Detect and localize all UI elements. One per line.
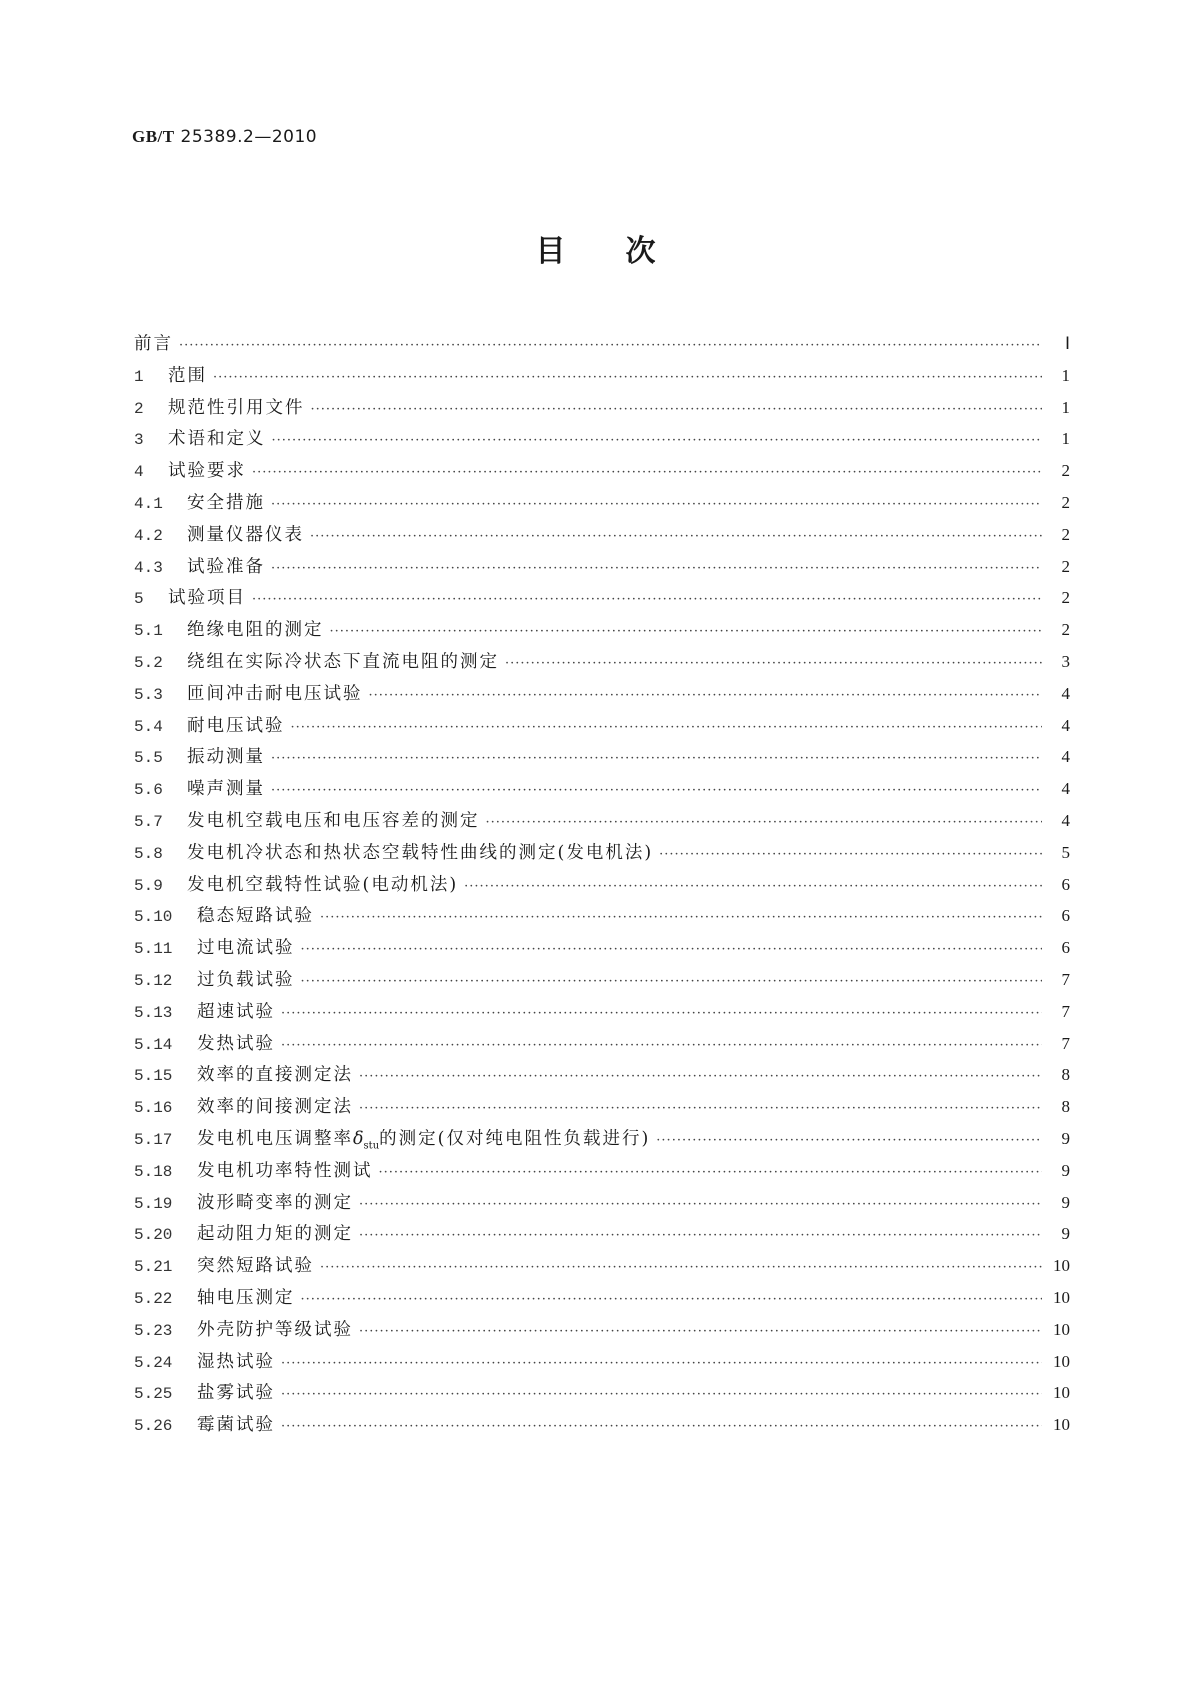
toc-entry-number: 5.25 — [134, 1385, 173, 1404]
dot-leader — [281, 1411, 1042, 1443]
toc-entry-page: 2 — [1061, 620, 1070, 640]
dot-leader — [179, 330, 1042, 362]
toc-entry[interactable] — [134, 519, 1070, 551]
toc-entry-page: 2 — [1061, 556, 1070, 576]
toc-entry-number: 5.17 — [134, 1130, 173, 1149]
toc-entry-number: 1 — [134, 367, 144, 386]
dot-leader — [281, 1030, 1042, 1062]
dot-leader — [656, 1125, 1042, 1157]
toc-entry[interactable] — [134, 964, 1070, 996]
toc-entry-number: 4.1 — [134, 494, 163, 513]
dot-leader — [320, 902, 1042, 934]
toc-entry-title: 试验项目 — [168, 588, 246, 609]
toc-entry-page: 1 — [1061, 397, 1070, 417]
toc-entry[interactable] — [134, 392, 1070, 424]
toc-entry-number: 5.10 — [134, 908, 173, 927]
toc-entry-title: 波形畸变率的测定 — [197, 1192, 353, 1213]
toc-entry-title: 发电机冷状态和热状态空载特性曲线的测定(发电机法) — [187, 842, 654, 863]
dot-leader — [486, 807, 1043, 839]
toc-entry-number: 5.7 — [134, 812, 163, 831]
dot-leader — [272, 425, 1043, 457]
toc-entry-number: 5.13 — [134, 1003, 173, 1022]
dot-leader — [359, 1316, 1042, 1348]
dot-leader — [281, 1379, 1042, 1411]
toc-entry-title: 霉菌试验 — [197, 1415, 275, 1436]
toc-entry-title: 振动测量 — [187, 747, 265, 768]
toc-entry-title: 绕组在实际冷状态下直流电阻的测定 — [187, 651, 499, 672]
dot-leader — [330, 616, 1043, 648]
toc-entry[interactable] — [134, 1123, 1070, 1155]
dot-leader — [252, 457, 1042, 489]
toc-entry[interactable] — [134, 741, 1070, 773]
standard-prefix: GB/T — [132, 127, 175, 146]
toc-entry-title: 超速试验 — [197, 1001, 275, 1022]
toc-entry-number: 5.19 — [134, 1194, 173, 1213]
toc-entry-title: 过电流试验 — [197, 938, 295, 959]
toc-entry-page: 10 — [1053, 1319, 1070, 1339]
toc-entry[interactable] — [134, 1218, 1070, 1250]
dot-leader — [301, 934, 1043, 966]
toc-entry-number: 5.12 — [134, 971, 173, 990]
toc-entry-number: 5.21 — [134, 1258, 173, 1277]
dot-leader — [301, 966, 1043, 998]
dot-leader — [464, 871, 1042, 903]
toc-entry[interactable] — [134, 1250, 1070, 1282]
toc-entry[interactable] — [134, 487, 1070, 519]
toc-entry-page: 1 — [1061, 429, 1070, 449]
toc-entry-title-part: 的测定(仅对纯电阻性负载进行) — [379, 1128, 651, 1149]
toc-entry-page: 2 — [1061, 588, 1070, 608]
toc-entry-page: 4 — [1061, 810, 1070, 830]
toc-entry-page: 6 — [1061, 938, 1070, 958]
toc-entry-page: 10 — [1053, 1351, 1070, 1371]
toc-entry-title: 过负载试验 — [197, 969, 295, 990]
dot-leader — [369, 680, 1043, 712]
toc-entry[interactable] — [134, 900, 1070, 932]
toc-entry[interactable] — [134, 423, 1070, 455]
toc-entry-page: 1 — [1061, 365, 1070, 385]
toc-entry-title: 范围 — [168, 365, 207, 386]
toc-entry-title: 规范性引用文件 — [168, 397, 305, 418]
toc-entry-number: 5 — [134, 590, 144, 609]
toc-entry-page: 4 — [1061, 747, 1070, 767]
toc-entry-number: 5.15 — [134, 1067, 173, 1086]
toc-entry-page: 6 — [1061, 874, 1070, 894]
toc-entry-title: 效率的直接测定法 — [197, 1065, 353, 1086]
toc-entry[interactable] — [134, 614, 1070, 646]
toc-entry-number: 5.26 — [134, 1417, 173, 1436]
toc-entry-title: 突然短路试验 — [197, 1256, 314, 1277]
toc-entry-title: 前言 — [134, 334, 173, 354]
toc-entry-number: 3 — [134, 431, 144, 450]
dot-leader — [213, 362, 1042, 394]
toc-entry-title: 发热试验 — [197, 1033, 275, 1054]
dot-leader — [271, 553, 1042, 585]
toc-entry[interactable] — [134, 710, 1070, 742]
toc-entry[interactable] — [134, 328, 1070, 360]
toc-entry-page: 7 — [1061, 1033, 1070, 1053]
toc-entry-title: 发电机空载特性试验(电动机法) — [187, 874, 459, 895]
toc-entry-title: 测量仪器仪表 — [187, 524, 304, 545]
toc-entry[interactable] — [134, 932, 1070, 964]
toc-entry-title: 湿热试验 — [197, 1351, 275, 1372]
toc-entry-number: 5.22 — [134, 1289, 173, 1308]
toc-entry-title: 起动阻力矩的测定 — [197, 1224, 353, 1245]
toc-entry-title: 轴电压测定 — [197, 1287, 295, 1308]
toc-entry-number: 5.6 — [134, 781, 163, 800]
toc-entry[interactable] — [134, 551, 1070, 583]
toc-entry-number: 4.2 — [134, 526, 163, 545]
toc-entry-page: 7 — [1061, 1001, 1070, 1021]
toc-entry-title: 外壳防护等级试验 — [197, 1319, 353, 1340]
toc-entry-page: 6 — [1061, 906, 1070, 926]
toc-entry-title: 稳态短路试验 — [197, 906, 314, 927]
toc-entry-page: 10 — [1053, 1415, 1070, 1435]
toc-entry-title: 试验要求 — [168, 461, 246, 482]
dot-leader — [310, 521, 1042, 553]
toc-entry[interactable] — [134, 805, 1070, 837]
dot-leader — [320, 1252, 1042, 1284]
dot-leader — [659, 839, 1042, 871]
dot-leader — [281, 1348, 1042, 1380]
toc-entry-page: 2 — [1061, 524, 1070, 544]
toc-entry-title: 耐电压试验 — [187, 715, 285, 736]
toc-entry-number: 5.16 — [134, 1099, 173, 1118]
toc-entry-title: 匝间冲击耐电压试验 — [187, 683, 363, 704]
toc-entry[interactable] — [134, 1314, 1070, 1346]
toc-entry-number: 5.2 — [134, 653, 163, 672]
dot-leader — [271, 775, 1042, 807]
toc-entry-number: 5.1 — [134, 622, 163, 641]
toc-entry-page: 8 — [1061, 1097, 1070, 1117]
toc-entry[interactable] — [134, 582, 1070, 614]
dot-leader — [271, 743, 1042, 775]
toc-entry[interactable] — [134, 1028, 1070, 1060]
toc-entry[interactable] — [134, 1155, 1070, 1187]
toc-entry[interactable] — [134, 1091, 1070, 1123]
toc-entry-page: 10 — [1053, 1256, 1070, 1276]
page-title: 目次 — [535, 234, 716, 269]
dot-leader — [301, 1284, 1043, 1316]
standard-code: 25389.2—2010 — [180, 127, 318, 147]
toc-entry-number: 5.8 — [134, 844, 163, 863]
toc-entry[interactable] — [134, 646, 1070, 678]
toc-entry-number: 5.4 — [134, 717, 163, 736]
toc-entry-page: 9 — [1061, 1224, 1070, 1244]
toc-entry-number: 5.5 — [134, 749, 163, 768]
toc-entry-number: 5.9 — [134, 876, 163, 895]
dot-leader — [252, 584, 1042, 616]
dot-leader — [359, 1093, 1042, 1125]
toc-entry-title: 术语和定义 — [168, 429, 266, 450]
toc-entry-title: 效率的间接测定法 — [197, 1097, 353, 1118]
toc-entry-number: 5.11 — [134, 940, 173, 959]
toc-entry-title: 发电机功率特性测试 — [197, 1160, 373, 1181]
dot-leader — [281, 998, 1042, 1030]
toc-entry-title: 试验准备 — [187, 556, 265, 577]
dot-leader — [359, 1189, 1042, 1221]
toc-entry-number: 5.23 — [134, 1321, 173, 1340]
toc-entry-page: 10 — [1053, 1287, 1070, 1307]
toc-entry-page: 8 — [1061, 1065, 1070, 1085]
toc-entry[interactable] — [134, 1409, 1070, 1441]
toc-entry[interactable] — [134, 455, 1070, 487]
toc-entry-title: 噪声测量 — [187, 779, 265, 800]
dot-leader — [359, 1220, 1042, 1252]
dot-leader — [271, 489, 1042, 521]
toc-entry-page: 9 — [1061, 1160, 1070, 1180]
toc-entry-number: 4 — [134, 463, 144, 482]
toc-entry[interactable] — [134, 869, 1070, 901]
delta-symbol: δ — [353, 1128, 364, 1149]
toc-entry-page: 9 — [1061, 1128, 1070, 1148]
dot-leader — [359, 1061, 1042, 1093]
dot-leader — [379, 1157, 1043, 1189]
toc-entry-number: 5.18 — [134, 1162, 173, 1181]
toc-entry-number: 5.14 — [134, 1035, 173, 1054]
toc-entry-title: 发电机空载电压和电压容差的测定 — [187, 810, 480, 831]
toc-entry-page: 3 — [1061, 651, 1070, 671]
toc-entry-page: 4 — [1061, 683, 1070, 703]
toc-entry[interactable] — [134, 837, 1070, 869]
toc-entry[interactable] — [134, 773, 1070, 805]
toc-entry[interactable] — [134, 1282, 1070, 1314]
toc-entry[interactable] — [134, 1059, 1070, 1091]
toc-entry-page: 10 — [1053, 1383, 1070, 1403]
toc-entry-page: Ⅰ — [1064, 334, 1070, 353]
toc-entry[interactable] — [134, 1187, 1070, 1219]
toc-entry-number: 4.3 — [134, 558, 163, 577]
toc-entry-number: 5.24 — [134, 1353, 173, 1372]
standard-number — [132, 127, 317, 147]
dot-leader — [291, 712, 1043, 744]
toc-entry[interactable] — [134, 1346, 1070, 1378]
toc-entry[interactable] — [134, 996, 1070, 1028]
toc-entry-number: 5.20 — [134, 1226, 173, 1245]
toc-entry-number: 5.3 — [134, 685, 163, 704]
toc-entry-page: 2 — [1061, 492, 1070, 512]
toc-entry[interactable] — [134, 1377, 1070, 1409]
toc-entry[interactable] — [134, 678, 1070, 710]
toc-entry-page: 4 — [1061, 715, 1070, 735]
toc-entry-page: 5 — [1061, 842, 1070, 862]
toc-entry-page: 2 — [1061, 461, 1070, 481]
toc-entry-title: 绝缘电阻的测定 — [187, 620, 324, 641]
dot-leader — [311, 394, 1043, 426]
toc-entry-title-part: 发电机电压调整率 — [197, 1128, 353, 1149]
toc-entry-number: 2 — [134, 399, 144, 418]
table-of-contents — [134, 328, 1070, 1441]
toc-entry-title: 安全措施 — [187, 492, 265, 513]
toc-entry-page: 9 — [1061, 1192, 1070, 1212]
toc-entry[interactable] — [134, 360, 1070, 392]
toc-entry-title: 盐雾试验 — [197, 1383, 275, 1404]
delta-subscript: stu — [363, 1140, 380, 1152]
toc-entry-page: 7 — [1061, 969, 1070, 989]
toc-entry-page: 4 — [1061, 779, 1070, 799]
dot-leader — [505, 648, 1042, 680]
